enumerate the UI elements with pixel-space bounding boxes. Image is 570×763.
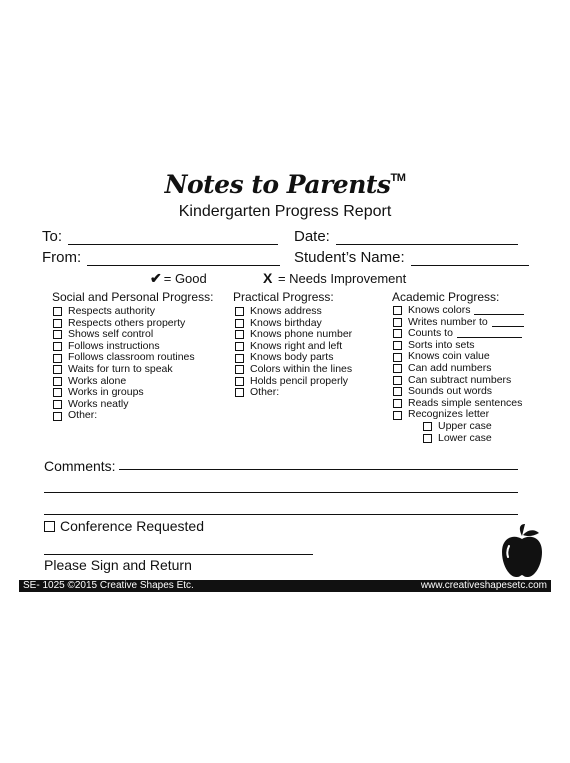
- item-label: Follows instructions: [68, 339, 160, 352]
- item-label: Holds pencil properly: [250, 374, 349, 387]
- to-input-line[interactable]: [68, 230, 278, 245]
- social-item: [53, 410, 195, 422]
- page-subtitle: Kindergarten Progress Report: [178, 203, 392, 220]
- item-label: Sorts into sets: [408, 338, 475, 351]
- item-label: Knows phone number: [250, 328, 353, 341]
- x-mark-icon: X: [263, 270, 273, 286]
- signature-line[interactable]: [44, 554, 313, 555]
- item-label: Knows address: [250, 305, 322, 317]
- checkbox[interactable]: [393, 364, 402, 373]
- student-name-label: Student’s Name:: [294, 249, 405, 266]
- title-text: Notes to Parents: [164, 170, 391, 199]
- item-label: Shows self control: [68, 328, 154, 341]
- item-label: Upper case: [438, 419, 492, 432]
- blank-line[interactable]: [492, 318, 524, 327]
- practical-item: [235, 306, 352, 318]
- sign-label: Please Sign and Return: [44, 557, 192, 573]
- from-label: From:: [42, 249, 82, 266]
- item-label: Counts to: [408, 327, 453, 340]
- comments-field: [44, 458, 116, 474]
- item-label: Other:: [68, 409, 98, 422]
- checkbox[interactable]: [393, 318, 402, 327]
- item-label: Knows coin value: [408, 350, 490, 363]
- item-label: Colors within the lines: [250, 362, 353, 375]
- checkbox[interactable]: [423, 422, 432, 431]
- trademark: TM: [390, 172, 406, 184]
- conference-label: Conference Requested: [60, 518, 204, 534]
- practical-item: [235, 364, 352, 376]
- academic-heading: Academic Progress:: [392, 290, 500, 304]
- checkbox[interactable]: [235, 354, 244, 363]
- checkbox[interactable]: [393, 411, 402, 420]
- checkbox[interactable]: [53, 412, 62, 421]
- item-label: Knows colors: [408, 304, 471, 316]
- item-label: Reads simple sentences: [408, 396, 523, 409]
- practical-heading: Practical Progress:: [233, 290, 334, 304]
- to-label: To:: [42, 228, 63, 245]
- checkbox[interactable]: [393, 387, 402, 396]
- checkbox[interactable]: [393, 399, 402, 408]
- comments-line-2[interactable]: [44, 492, 518, 493]
- checkbox[interactable]: [235, 342, 244, 351]
- item-label: Respects authority: [68, 305, 155, 317]
- checkbox[interactable]: [235, 377, 244, 386]
- comments-line-3[interactable]: [44, 514, 518, 515]
- date-input-line[interactable]: [336, 230, 518, 245]
- checkbox[interactable]: [235, 319, 244, 328]
- comments-line-1[interactable]: [119, 469, 518, 470]
- item-label: Knows birthday: [250, 316, 322, 329]
- conference-checkbox[interactable]: [44, 521, 55, 532]
- blank-line[interactable]: [474, 306, 524, 315]
- blank-line[interactable]: [457, 329, 522, 338]
- academic-item: [393, 305, 524, 317]
- academic-sub-item: [393, 421, 524, 433]
- page-title: [0, 170, 570, 199]
- practical-list: [235, 306, 352, 399]
- item-label: Waits for turn to speak: [68, 362, 173, 375]
- checkbox[interactable]: [235, 365, 244, 374]
- student-name-input-line[interactable]: [411, 251, 529, 266]
- checkbox[interactable]: [393, 329, 402, 338]
- legend-needs: [263, 270, 406, 286]
- item-label: Writes number to: [408, 315, 488, 328]
- from-input-line[interactable]: [87, 251, 280, 266]
- item-label: Knows right and left: [250, 339, 343, 352]
- academic-sub-item: [393, 433, 524, 445]
- practical-item: [235, 387, 352, 399]
- check-icon: ✔: [150, 270, 162, 286]
- legend-good: [150, 270, 207, 287]
- checkbox[interactable]: [53, 377, 62, 386]
- item-label: Works in groups: [68, 386, 144, 399]
- apple-icon: [500, 524, 544, 578]
- legend-good-label: = Good: [163, 271, 207, 286]
- social-list: [53, 306, 195, 422]
- academic-item: [393, 386, 524, 398]
- checkbox[interactable]: [393, 341, 402, 350]
- checkbox[interactable]: [393, 376, 402, 385]
- footer-bar: [19, 580, 551, 592]
- academic-item: [393, 363, 524, 375]
- social-item: [53, 306, 195, 318]
- legend-needs-label: = Needs Improvement: [277, 271, 407, 286]
- checkbox[interactable]: [235, 330, 244, 339]
- checkbox[interactable]: [53, 307, 62, 316]
- checkbox[interactable]: [235, 307, 244, 316]
- item-label: Recognizes letter: [408, 408, 490, 421]
- footer-url: www.creativeshapesetc.com: [420, 580, 547, 591]
- item-label: Works alone: [68, 374, 127, 387]
- checkbox[interactable]: [235, 388, 244, 397]
- checkbox[interactable]: [53, 400, 62, 409]
- academic-list: [393, 305, 524, 444]
- conference-requested: [44, 518, 204, 534]
- checkbox[interactable]: [53, 319, 62, 328]
- item-label: Knows body parts: [250, 351, 334, 364]
- item-label: Follows classroom routines: [68, 351, 195, 364]
- item-label: Works neatly: [68, 397, 129, 410]
- comments-label: Comments:: [44, 458, 116, 474]
- item-label: Can add numbers: [408, 361, 492, 374]
- checkbox[interactable]: [53, 365, 62, 374]
- item-label: Can subtract numbers: [408, 373, 512, 386]
- date-field: [294, 228, 518, 245]
- social-item: [53, 387, 195, 399]
- to-field: [42, 228, 278, 245]
- footer-copyright: SE- 1025 ©2015 Creative Shapes Etc.: [23, 580, 194, 591]
- social-item: [53, 364, 195, 376]
- item-label: Respects others property: [68, 316, 186, 329]
- social-heading: Social and Personal Progress:: [52, 290, 214, 304]
- checkbox[interactable]: [53, 342, 62, 351]
- from-field: [42, 249, 280, 266]
- checkbox[interactable]: [393, 353, 402, 362]
- item-label: Lower case: [438, 431, 492, 444]
- item-label: Other:: [250, 386, 280, 399]
- checkbox[interactable]: [53, 330, 62, 339]
- checkbox[interactable]: [423, 434, 432, 443]
- checkbox[interactable]: [393, 306, 402, 315]
- date-label: Date:: [294, 228, 330, 245]
- student-name-field: [294, 249, 529, 266]
- item-label: Sounds out words: [408, 385, 493, 398]
- checkbox[interactable]: [53, 354, 62, 363]
- checkbox[interactable]: [53, 388, 62, 397]
